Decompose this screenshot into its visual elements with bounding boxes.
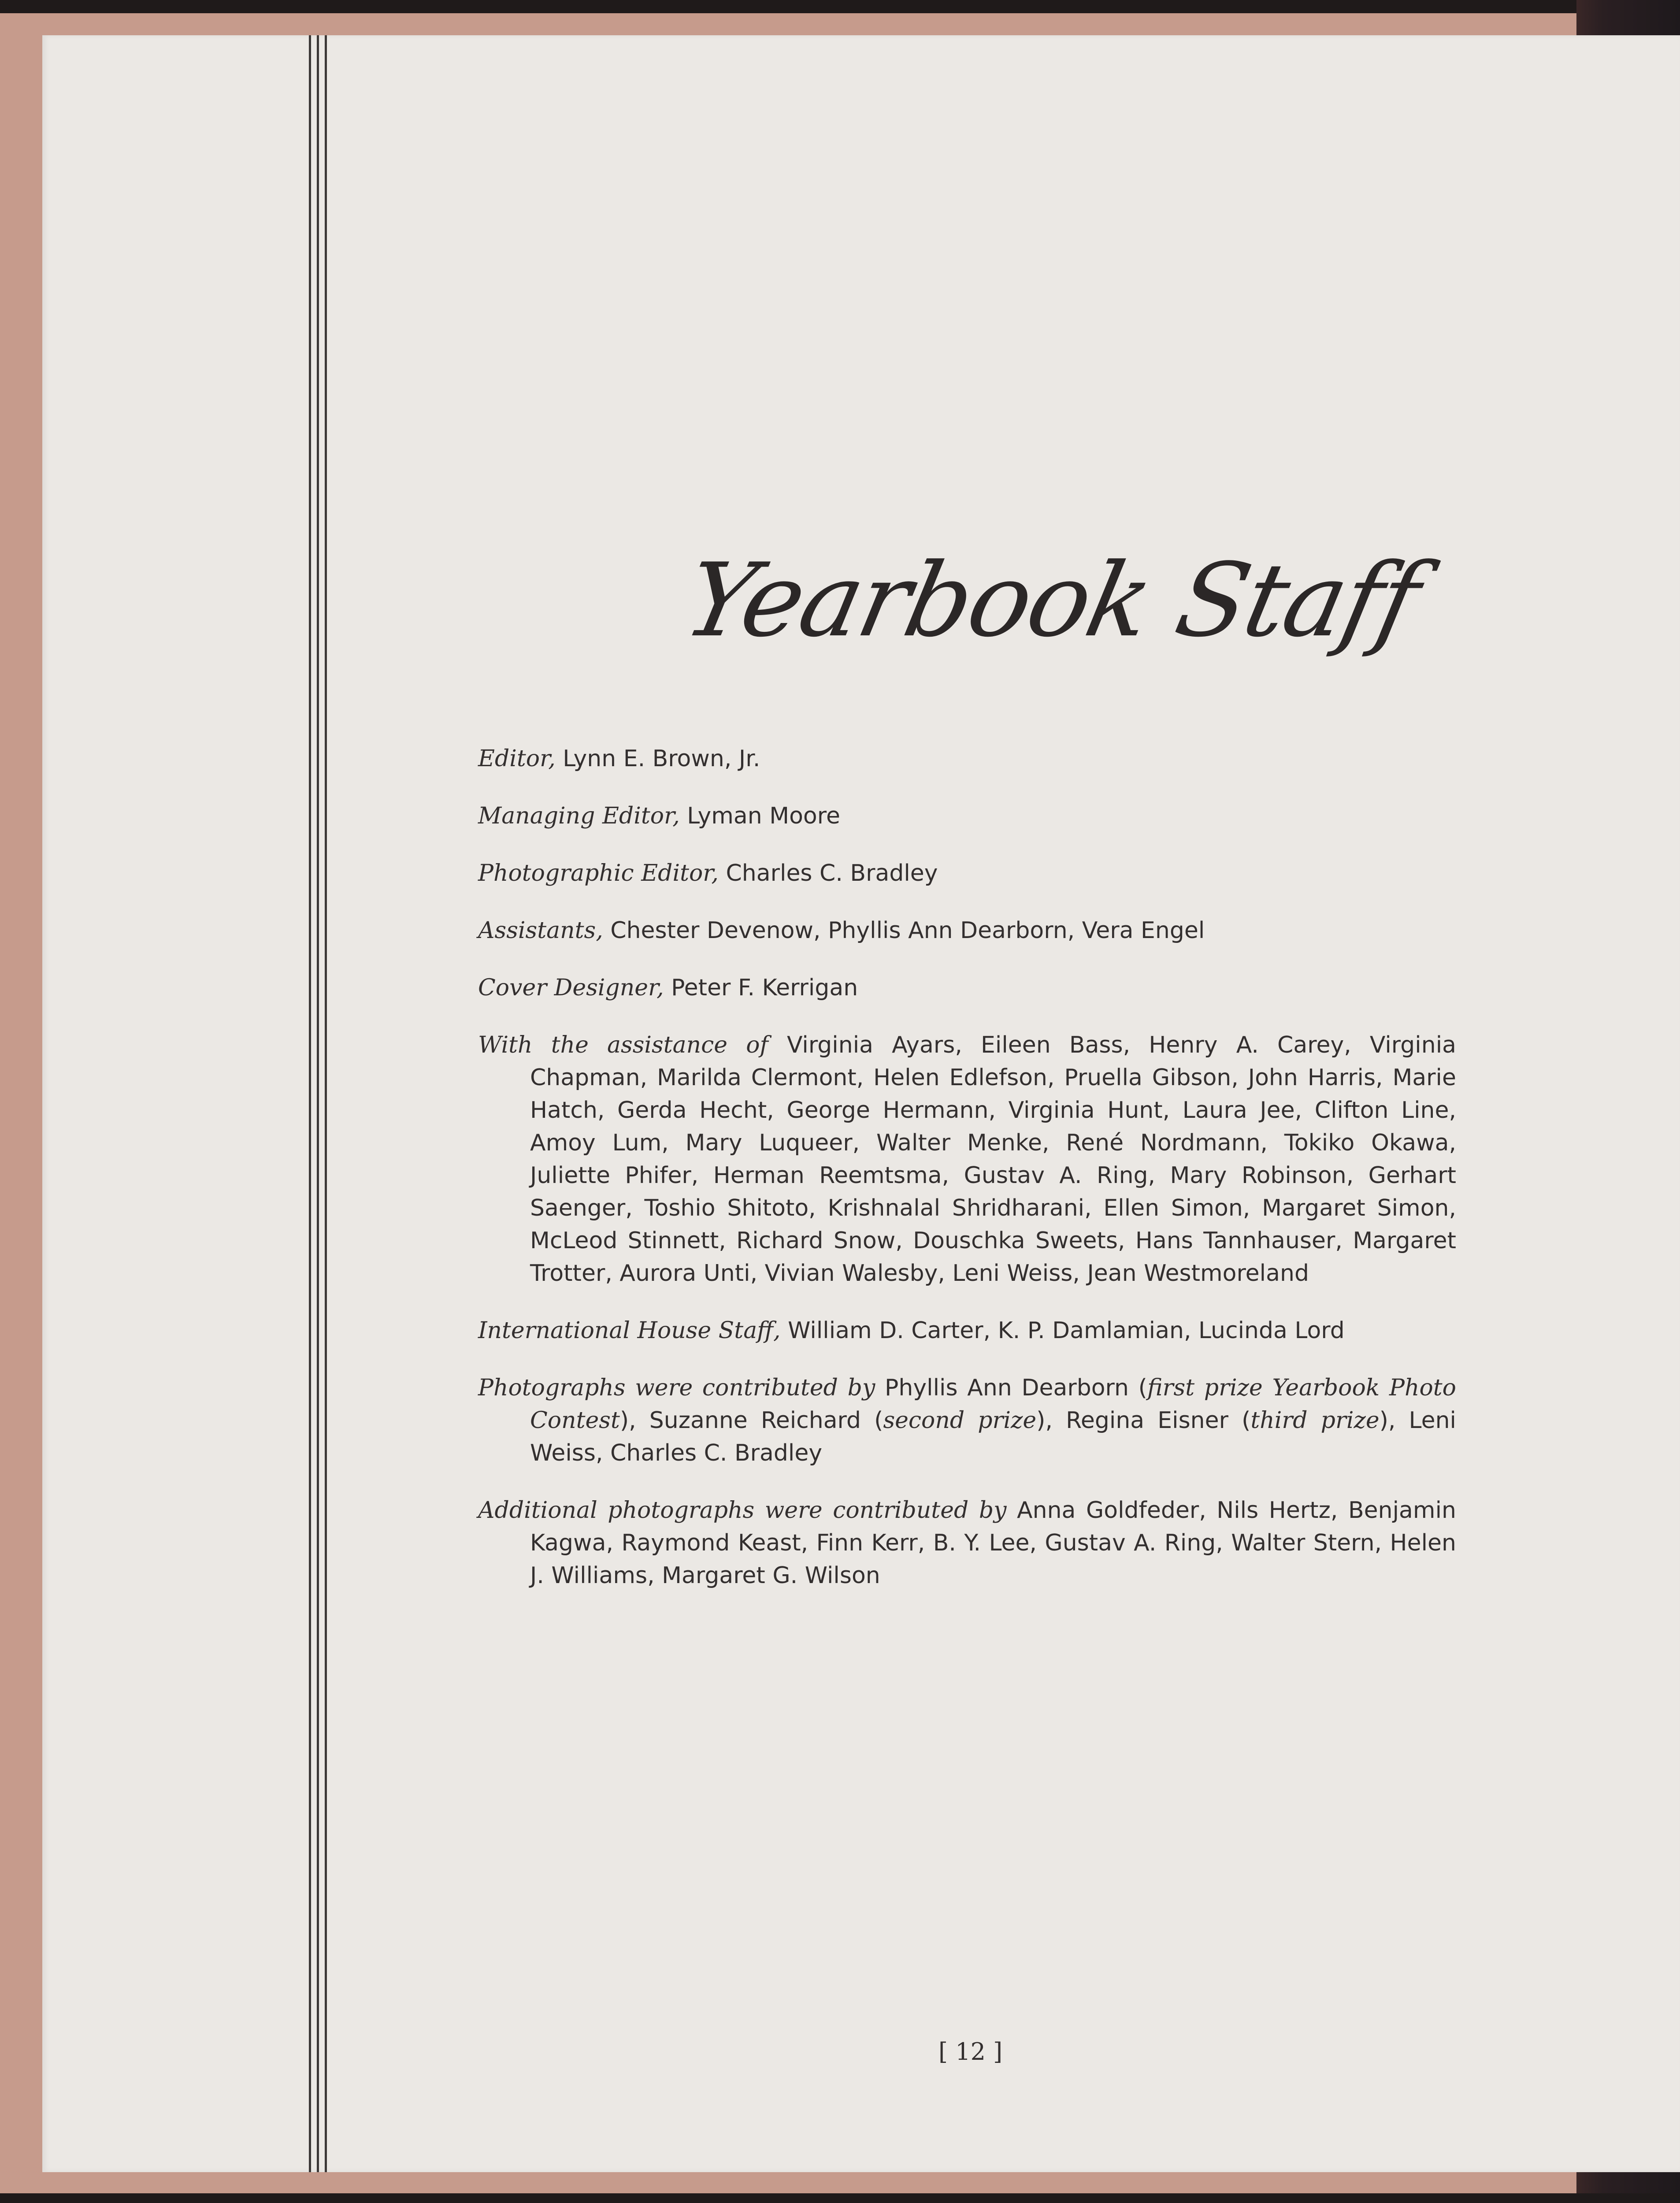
staff-role: International House Staff, [478,1317,781,1344]
photo-credit: Phyllis Ann Dearborn ( [875,1375,1147,1401]
staff-entry [478,742,1456,775]
prize-note: second prize [883,1407,1037,1434]
staff-role: Cover Designer, [478,975,664,1001]
prize-note: third prize [1250,1407,1380,1434]
staff-role: Assistants, [478,917,603,944]
photo-credit: ), Suzanne Reichard ( [619,1407,883,1434]
staff-role: Editor, [478,745,556,772]
staff-list [478,742,1456,1617]
staff-names: Peter F. Kerrigan [664,975,858,1001]
margin-rule [317,35,319,2172]
additional-lead: Additional photographs were contributed by [478,1497,1007,1524]
prize-note: first prize Yearbook Photo Contest [530,1375,1456,1434]
additional-entry [478,1494,1456,1592]
staff-entry [478,800,1456,832]
staff-entry [478,1314,1456,1347]
photo-credit: ), Regina Eisner ( [1036,1407,1251,1434]
staff-entry [478,857,1456,890]
photographs-entry [478,1372,1456,1469]
margin-rule [325,35,327,2172]
photographs-lead: Photographs were contributed by [478,1375,875,1401]
top-edge [0,0,1680,13]
staff-entry [478,914,1456,947]
staff-entry [478,1029,1456,1290]
page-number: [ 12 ] [938,2038,1003,2066]
page-title: Yearbook Staff [675,542,1428,660]
margin-rule [309,35,311,2172]
staff-role: With the assistance of [478,1032,768,1058]
staff-names: Virginia Ayars, Eileen Bass, Henry A. Carey, Virginia Chapman, Marilda Clermont, Helen Edlefson, Pruella Gibson, John Harris, Marie Hatch, Gerda Hecht, George Hermann, Virginia Hunt, Laura Jee, Clifton Line, Amoy Lum, Mary Luqueer, Walter Menke, René Nordmann, Tokiko Okawa, Juliette Phifer, Herman Reemtsma, Gustav A. Ring, Mary Robinson, Gerhart Saenger, Toshio Shitoto, Krishnalal Shridharani, Ellen Simon, Margaret Simon, McLeod Stinnett, Richard Snow, Douschka Sweets, Hans Tannhauser, Margaret Trotter, Aurora Unti, Vivian Walesby, Leni Weiss, Jean Westmoreland [530,1032,1457,1287]
staff-names: Chester Devenow, Phyllis Ann Dearborn, Vera Engel [603,917,1205,944]
photo-credit: ), Leni Weiss, Charles C. Bradley [530,1407,1457,1466]
staff-role: Managing Editor, [478,803,680,829]
staff-names: Charles C. Bradley [718,860,938,886]
staff-names: Lynn E. Brown, Jr. [555,745,760,772]
staff-names: William D. Carter, K. P. Damlamian, Lucinda Lord [780,1317,1345,1344]
staff-entry [478,972,1456,1004]
staff-role: Photographic Editor, [478,860,719,886]
bottom-edge [0,2193,1680,2203]
staff-names: Lyman Moore [679,803,840,829]
additional-names: Anna Goldfeder, Nils Hertz, Benjamin Kagwa, Raymond Keast, Finn Kerr, B. Y. Lee, Gustav A. Ring, Walter Stern, Helen J. Williams, Margaret G. Wilson [530,1497,1456,1589]
